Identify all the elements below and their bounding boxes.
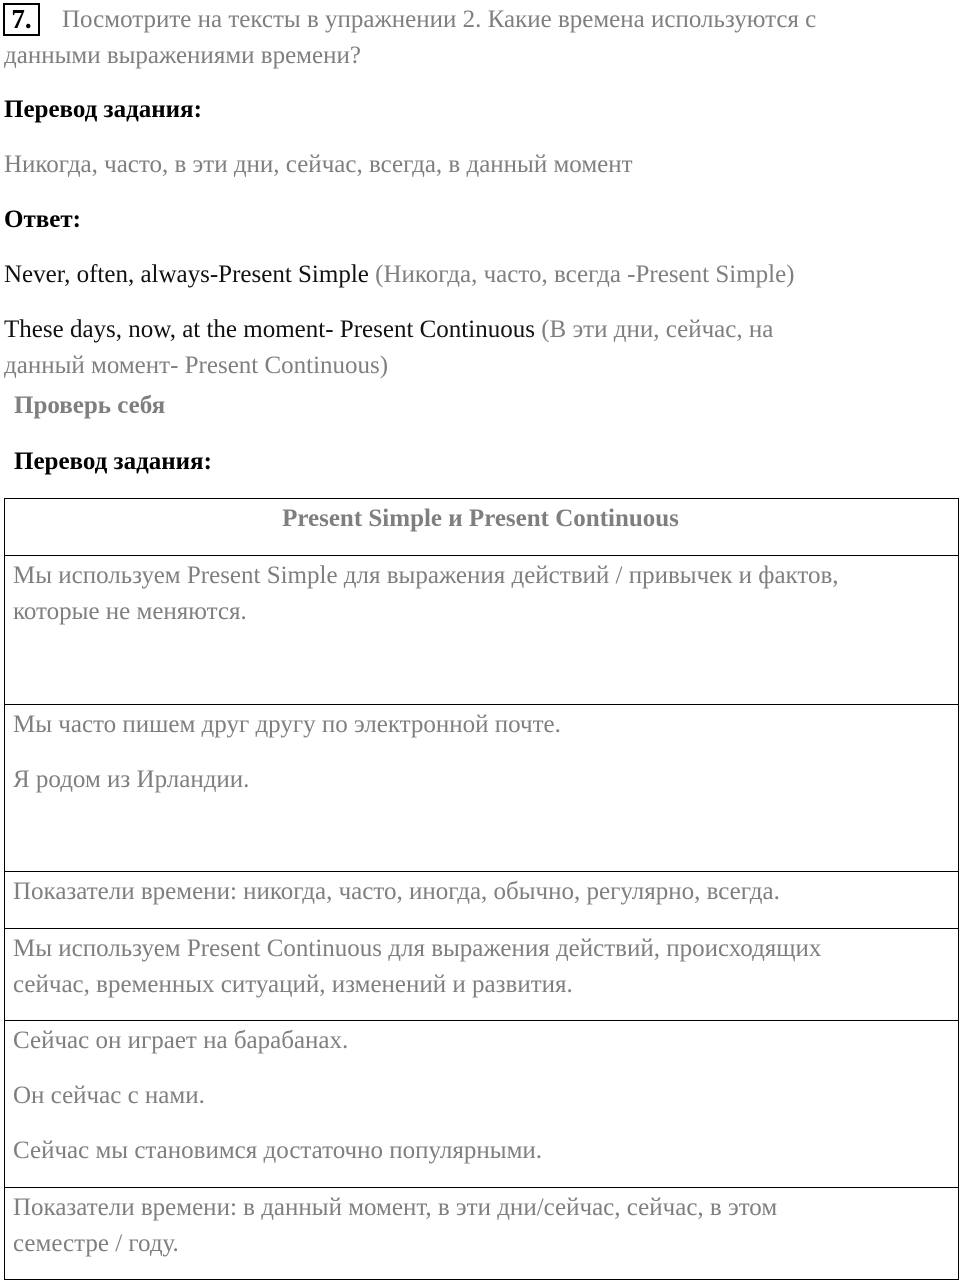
task-text-line1: Посмотрите на тексты в упражнении 2. Какие времена используются с xyxy=(62,6,817,33)
table-row xyxy=(5,705,959,872)
translation-heading-2: Перевод задания: xyxy=(14,448,212,475)
translation-text: Никогда, часто, в эти дни, сейчас, всегда, в данный момент xyxy=(4,151,633,178)
table-cell xyxy=(5,1188,959,1280)
table-cell xyxy=(5,1021,959,1188)
table-header-row xyxy=(5,499,959,556)
cell-line: семестре / году. xyxy=(13,1230,179,1257)
answer-line-2-en: These days, now, at the moment- Present Continuous xyxy=(4,316,535,343)
cell-line: Он сейчас с нами. xyxy=(13,1082,205,1109)
answer-heading: Ответ: xyxy=(4,206,81,233)
cell-line: Мы используем Present Simple для выражения действий / привычек и фактов, xyxy=(13,562,839,589)
cell-line: сейчас, временных ситуаций, изменений и развития. xyxy=(13,971,573,998)
table-cell xyxy=(5,929,959,1021)
translation-heading: Перевод задания: xyxy=(4,96,202,123)
answer-line-1 xyxy=(4,257,795,293)
table-cell xyxy=(5,705,959,872)
task-text-line2: данными выражениями времени? xyxy=(4,42,361,69)
cell-line: Мы используем Present Continuous для выражения действий, происходящих xyxy=(13,935,822,962)
answer-line-3: данный момент- Present Continuous) xyxy=(4,352,389,379)
check-yourself-heading: Проверь себя xyxy=(14,392,166,419)
table-row xyxy=(5,556,959,705)
cell-line: Показатели времени: никогда, часто, иногда, обычно, регулярно, всегда. xyxy=(13,878,780,905)
table-row xyxy=(5,872,959,929)
cell-line: Сейчас мы становимся достаточно популярными. xyxy=(13,1137,543,1164)
rules-table xyxy=(4,498,959,1280)
table-cell xyxy=(5,556,959,705)
cell-line: Сейчас он играет на барабанах. xyxy=(13,1027,349,1054)
table-title: Present Simple и Present Continuous xyxy=(5,499,959,556)
answer-line-1-en: Never, often, always-Present Simple xyxy=(4,261,369,288)
cell-line: Мы часто пишем друг другу по электронной почте. xyxy=(13,711,561,738)
answer-line-1-ru: (Никогда, часто, всегда -Present Simple) xyxy=(368,261,795,288)
cell-line: которые не меняются. xyxy=(13,598,247,625)
table-row xyxy=(5,1021,959,1188)
table-row xyxy=(5,929,959,1021)
cell-line: Показатели времени: в данный момент, в эти дни/сейчас, сейчас, в этом xyxy=(13,1194,778,1221)
cell-line: Я родом из Ирландии. xyxy=(13,766,250,793)
answer-line-2-ru: (В эти дни, сейчас, на xyxy=(534,316,774,343)
table-cell xyxy=(5,872,959,929)
table-row xyxy=(5,1188,959,1280)
exercise-number: 7. xyxy=(3,3,40,36)
answer-line-2 xyxy=(4,312,773,348)
